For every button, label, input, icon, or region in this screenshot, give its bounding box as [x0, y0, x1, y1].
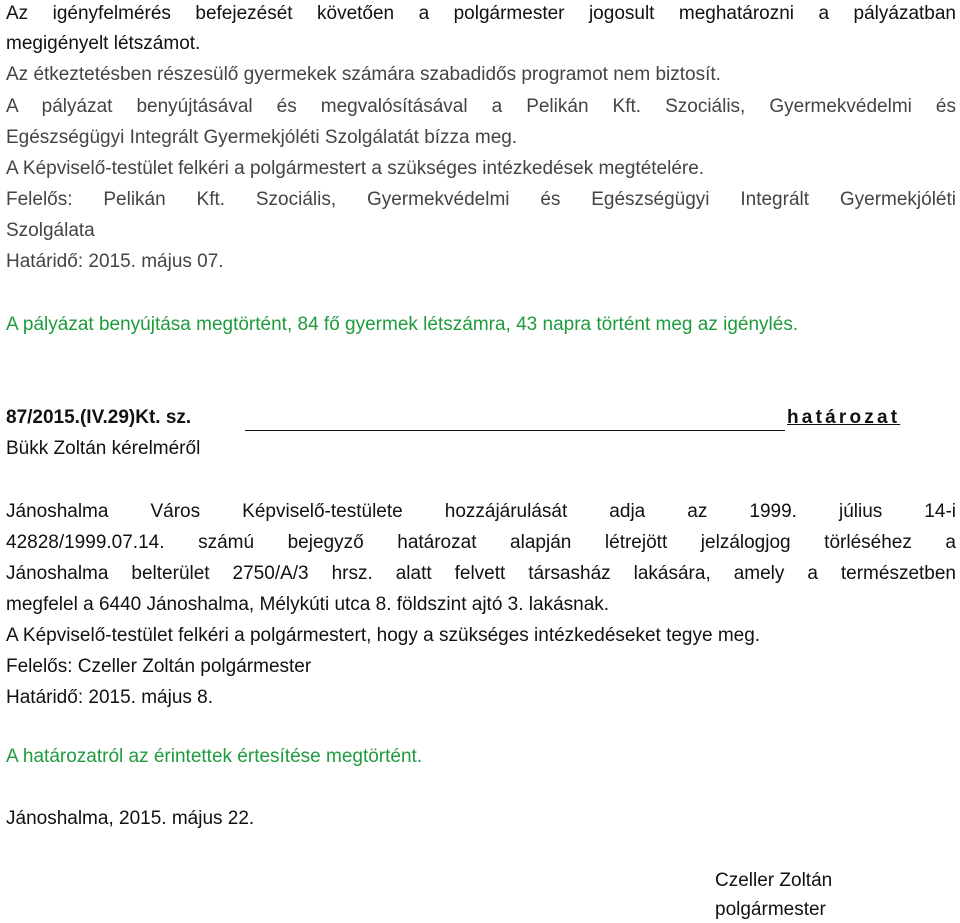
paragraph-line: A pályázat benyújtásával és megvalósításával a Pelikán Kft. Szociális, Gyermekvédelmi és [6, 96, 956, 117]
body-line: 42828/1999.07.14. számú bejegyző határozat alapján létrejött jelzálogjog törléséhez a [6, 532, 956, 553]
paragraph-line: A Képviselő-testület felkéri a polgármestert a szükséges intézkedések megtételére. [6, 158, 705, 179]
place-date: Jánoshalma, 2015. május 22. [6, 808, 255, 829]
signer-title: polgármester [715, 899, 826, 920]
paragraph-line: megigényelt létszámot. [6, 33, 201, 54]
status-note: A határozatról az érintettek értesítése megtörtént. [6, 746, 423, 767]
paragraph-line: Egészségügyi Integrált Gyermekjóléti Szolgálatát bízza meg. [6, 127, 518, 148]
heading-rule [245, 430, 785, 431]
body-line: A Képviselő-testület felkéri a polgármestert, hogy a szükséges intézkedéseket tegye meg. [6, 625, 761, 646]
signer-name: Czeller Zoltán [715, 870, 833, 891]
paragraph-line: Az étkeztetésben részesülő gyermekek számára szabadidős programot nem biztosít. [6, 64, 721, 85]
resolution-heading: határozat [787, 407, 901, 428]
resolution-number: 87/2015.(IV.29)Kt. sz. [6, 407, 192, 428]
body-line: megfelel a 6440 Jánoshalma, Mélykúti utca 8. földszint ajtó 3. lakásnak. [6, 594, 610, 615]
body-line: Jánoshalma belterület 2750/A/3 hrsz. alatt felvett társasház lakására, amely a természetben [6, 563, 956, 584]
deadline-line: Határidő: 2015. május 8. [6, 687, 214, 708]
deadline-line: Határidő: 2015. május 07. [6, 251, 224, 272]
paragraph-line: Az igényfelmérés befejezését követően a polgármester jogosult meghatározni a pályázatban [6, 3, 956, 24]
resolution-subject: Bükk Zoltán kérelméről [6, 438, 201, 459]
status-note: A pályázat benyújtása megtörtént, 84 fő gyermek létszámra, 43 napra történt meg az igénylés. [6, 314, 799, 335]
body-line: Jánoshalma Város Képviselő-testülete hozzájárulását adja az 1999. július 14-i [6, 501, 956, 522]
responsible-line: Felelős: Czeller Zoltán polgármester [6, 656, 312, 677]
responsible-line: Szolgálata [6, 220, 95, 241]
responsible-line: Felelős: Pelikán Kft. Szociális, Gyermekvédelmi és Egészségügyi Integrált Gyermekjóléti [6, 189, 956, 210]
